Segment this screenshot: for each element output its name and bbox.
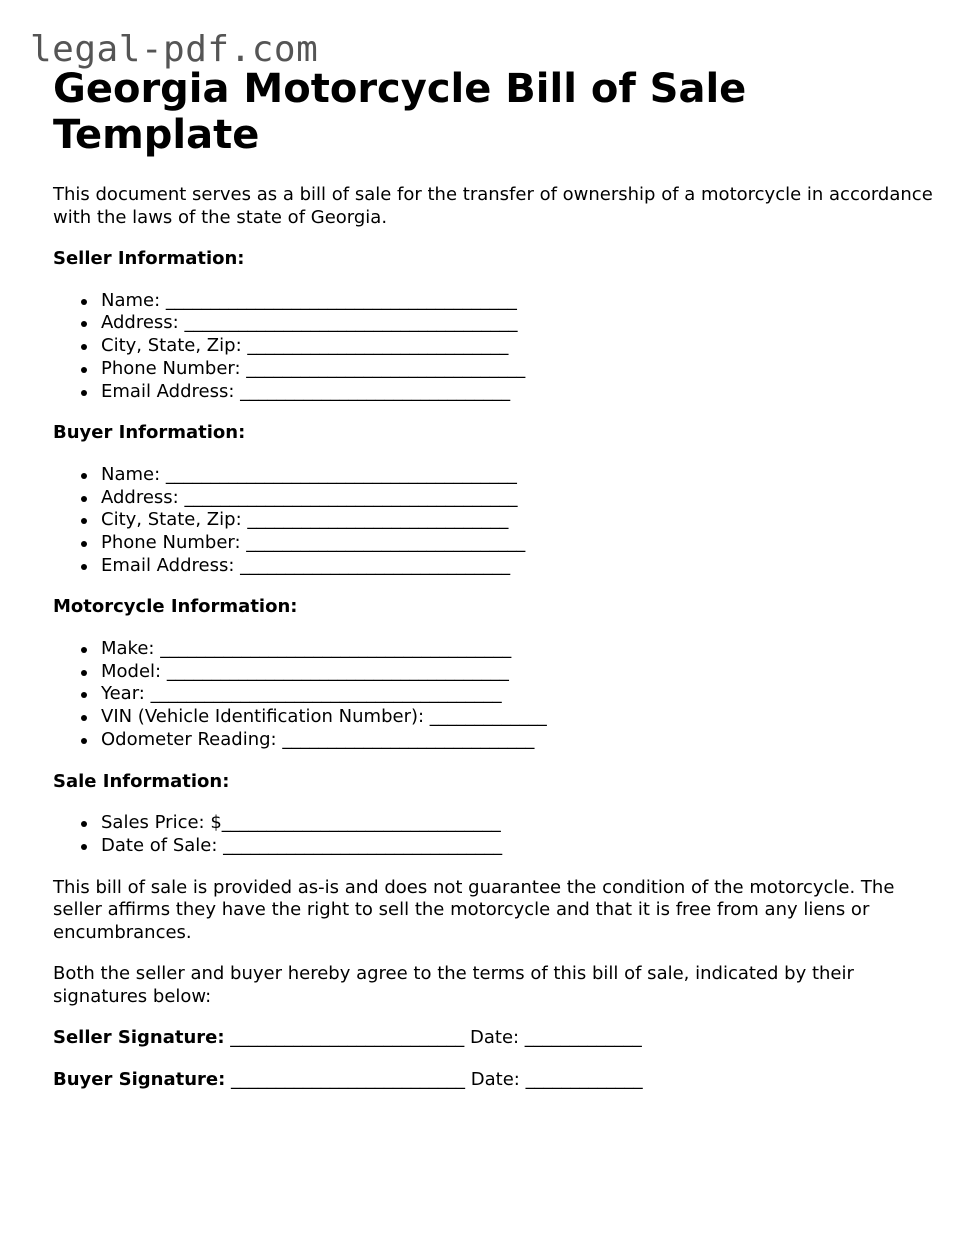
buyer-signature-line[interactable]: __________________________ <box>225 1069 471 1091</box>
watermark-text: legal-pdf.com <box>30 29 319 70</box>
motorcycle-field-list <box>53 638 933 752</box>
sale-price-field[interactable]: Sales Price: $_______________________________ <box>101 812 933 835</box>
seller-signature-label: Seller Signature: <box>53 1027 225 1049</box>
sale-date-field[interactable]: Date of Sale: _______________________________ <box>101 835 933 858</box>
motorcycle-section-heading: Motorcycle Information: <box>53 596 298 618</box>
seller-email-field[interactable]: Email Address: ______________________________ <box>101 381 933 404</box>
buyer-signature-row <box>53 1069 933 1092</box>
seller-signature-line[interactable]: __________________________ <box>224 1027 470 1049</box>
disclaimer-paragraph: This bill of sale is provided as-is and does not guarantee the condition of the motorcycle. The seller affirms they have the right to sell the motorcycle and that it is free from any liens or encumbrances. <box>53 876 895 943</box>
buyer-field-list <box>53 464 933 578</box>
seller-field-list <box>53 290 933 404</box>
motorcycle-model-field[interactable]: Model: ______________________________________ <box>101 661 933 684</box>
seller-section-heading: Seller Information: <box>53 248 245 270</box>
document-title: Georgia Motorcycle Bill of Sale Template <box>53 66 747 158</box>
sale-section-heading: Sale Information: <box>53 770 230 792</box>
sale-field-list <box>53 812 933 857</box>
motorcycle-vin-field[interactable]: VIN (Vehicle Identification Number): _____________ <box>101 706 933 729</box>
buyer-signature-label: Buyer Signature: <box>53 1069 226 1091</box>
seller-name-field[interactable]: Name: _______________________________________ <box>101 290 933 313</box>
document-page <box>53 66 933 1092</box>
buyer-phone-field[interactable]: Phone Number: _______________________________ <box>101 532 933 555</box>
buyer-section-heading: Buyer Information: <box>53 422 246 444</box>
seller-signature-date[interactable]: Date: _____________ <box>470 1027 642 1049</box>
buyer-signature-date[interactable]: Date: _____________ <box>470 1069 643 1091</box>
motorcycle-odometer-field[interactable]: Odometer Reading: ____________________________ <box>101 729 933 752</box>
buyer-address-field[interactable]: Address: _____________________________________ <box>101 487 933 510</box>
buyer-email-field[interactable]: Email Address: ______________________________ <box>101 555 933 578</box>
seller-phone-field[interactable]: Phone Number: _______________________________ <box>101 358 933 381</box>
agreement-paragraph: Both the seller and buyer hereby agree to the terms of this bill of sale, indicated by their signatures below: <box>53 963 854 1007</box>
seller-address-field[interactable]: Address: _____________________________________ <box>101 312 933 335</box>
intro-paragraph: This document serves as a bill of sale for the transfer of ownership of a motorcycle in accordance with the laws of the state of Georgia. <box>53 184 933 228</box>
motorcycle-year-field[interactable]: Year: _______________________________________ <box>101 683 933 706</box>
motorcycle-make-field[interactable]: Make: _______________________________________ <box>101 638 933 661</box>
buyer-name-field[interactable]: Name: _______________________________________ <box>101 464 933 487</box>
seller-city-state-zip-field[interactable]: City, State, Zip: _____________________________ <box>101 335 933 358</box>
buyer-city-state-zip-field[interactable]: City, State, Zip: _____________________________ <box>101 509 933 532</box>
seller-signature-row <box>53 1027 933 1050</box>
